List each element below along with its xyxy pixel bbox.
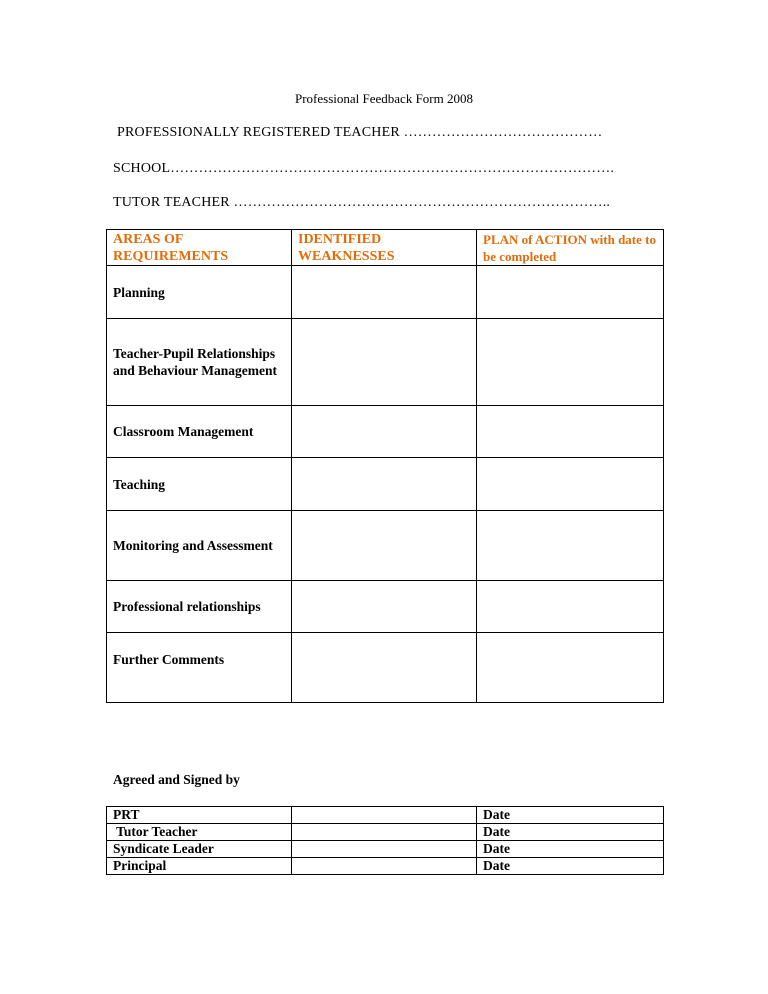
tutor-teacher-field[interactable] [113,195,610,211]
role-cell: Syndicate Leader [107,841,292,858]
role-cell: PRT [107,807,292,824]
table-row [107,581,664,633]
table-row [107,633,664,703]
signature-cell[interactable] [292,824,477,841]
area-cell: Teaching [107,458,292,511]
weakness-cell[interactable] [292,633,477,703]
signature-cell[interactable] [292,807,477,824]
table-row [107,807,664,824]
school-field[interactable] [113,161,614,177]
weakness-cell[interactable] [292,319,477,406]
table-row [107,841,664,858]
area-cell: Planning [107,266,292,319]
prt-field-dots: …………………………………… [403,125,603,140]
area-cell: Monitoring and Assessment [107,511,292,581]
prt-field-label: PROFESSIONALLY REGISTERED TEACHER [117,125,400,140]
signature-table [106,806,664,875]
form-title: Professional Feedback Form 2008 [294,91,473,106]
date-cell[interactable]: Date [477,841,664,858]
area-cell: Teacher-Pupil Relationships and Behaviour Management [107,319,292,406]
date-cell[interactable]: Date [477,858,664,875]
header-plan: PLAN of ACTION with date to be completed [477,230,664,266]
plan-cell[interactable] [477,319,664,406]
weakness-cell[interactable] [292,458,477,511]
header-areas: AREAS OF REQUIREMENTS [107,230,292,266]
tutor-teacher-field-label: TUTOR TEACHER [113,195,230,210]
table-row [107,824,664,841]
requirements-table [106,229,664,703]
date-cell[interactable]: Date [477,824,664,841]
date-cell[interactable]: Date [477,807,664,824]
signature-cell[interactable] [292,858,477,875]
weakness-cell[interactable] [292,581,477,633]
role-cell: Tutor Teacher [107,824,292,841]
plan-cell[interactable] [477,633,664,703]
area-cell: Further Comments [107,633,292,703]
weakness-cell[interactable] [292,406,477,458]
plan-cell[interactable] [477,266,664,319]
school-field-label: SCHOOL [113,161,171,176]
plan-cell[interactable] [477,458,664,511]
table-header-row [107,230,664,266]
table-row [107,511,664,581]
role-cell: Principal [107,858,292,875]
table-row [107,406,664,458]
table-row [107,458,664,511]
table-row [107,266,664,319]
weakness-cell[interactable] [292,511,477,581]
signature-cell[interactable] [292,841,477,858]
tutor-teacher-field-dots: …………………………………………………………………….. [233,195,611,210]
weakness-cell[interactable] [292,266,477,319]
table-row [107,319,664,406]
header-weaknesses: IDENTIFIED WEAKNESSES [292,230,477,266]
area-cell: Classroom Management [107,406,292,458]
table-row [107,858,664,875]
school-field-dots: …………………………………………………………………………………. [170,161,615,176]
area-cell: Professional relationships [107,581,292,633]
agreed-signed-label: Agreed and Signed by [113,772,240,787]
plan-cell[interactable] [477,581,664,633]
plan-cell[interactable] [477,511,664,581]
plan-cell[interactable] [477,406,664,458]
prt-field[interactable] [117,125,602,141]
